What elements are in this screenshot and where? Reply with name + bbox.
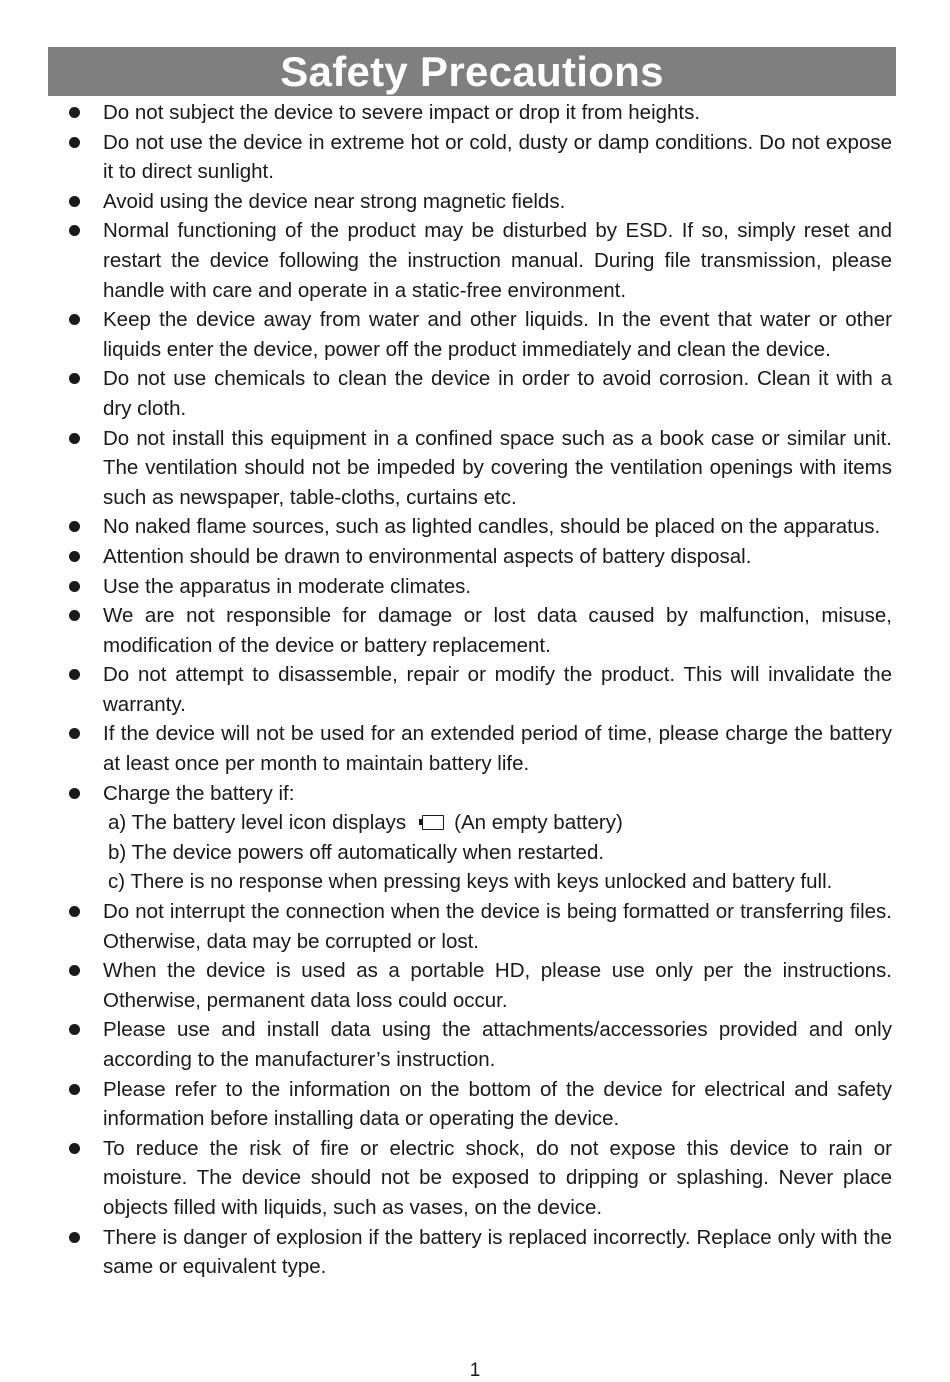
bullet-icon — [69, 906, 80, 917]
list-item — [0, 1223, 950, 1282]
list-item — [0, 572, 950, 602]
charge-condition-a — [108, 808, 950, 838]
list-item — [0, 305, 950, 364]
list-item — [0, 601, 950, 660]
bullet-icon — [69, 1143, 80, 1154]
empty-battery-icon — [422, 815, 444, 830]
bullet-icon — [69, 1084, 80, 1095]
list-item — [0, 1015, 950, 1074]
list-item — [0, 98, 950, 128]
item-text: Do not interrupt the connection when the device is being formatted or transferring files. Otherwise, data may be corrupted or lost. — [103, 900, 892, 953]
list-item — [0, 1134, 950, 1223]
list-item — [0, 128, 950, 187]
bullet-icon — [69, 373, 80, 384]
item-text: Do not use chemicals to clean the device in order to avoid corrosion. Clean it with a dry cloth. — [103, 367, 892, 420]
list-item — [0, 187, 950, 217]
list-item — [0, 660, 950, 719]
item-text: Do not use the device in extreme hot or cold, dusty or damp conditions. Do not expose it to direct sunlight. — [103, 130, 892, 184]
precautions-list — [0, 98, 950, 1282]
item-text: Do not install this equipment in a confined space such as a book case or similar unit. The ventilation should not be impeded by covering the ventilation openings with items such as newspaper, table-cloths, curtains etc. — [103, 426, 892, 509]
list-item — [0, 897, 950, 956]
bullet-icon — [69, 1024, 80, 1035]
list-item — [0, 956, 950, 1015]
page-title: Safety Precautions — [48, 47, 896, 96]
bullet-icon — [69, 788, 80, 799]
item-text: Please refer to the information on the bottom of the device for electrical and safety information before installing data or operating the device. — [103, 1077, 892, 1131]
item-text: Avoid using the device near strong magnetic fields. — [103, 189, 566, 213]
item-text: Charge the battery if: — [103, 781, 295, 805]
item-text: To reduce the risk of fire or electric shock, do not expose this device to rain or moisture. The device should not be exposed to dripping or splashing. Never place objects filled with liquids, such as vases, on the device. — [103, 1136, 892, 1219]
bullet-icon — [69, 314, 80, 325]
charge-condition-a-suffix: (An empty battery) — [454, 811, 623, 835]
bullet-icon — [69, 225, 80, 236]
item-text: Do not subject the device to severe impact or drop it from heights. — [103, 101, 701, 124]
item-text: Please use and install data using the attachments/accessories provided and only according to the manufacturer’s instruction. — [103, 1018, 892, 1071]
item-text: There is danger of explosion if the battery is replaced incorrectly. Replace only with the same or equivalent type. — [103, 1225, 892, 1279]
bullet-icon — [69, 107, 80, 118]
charge-condition-c: c) There is no response when pressing keys with keys unlocked and battery full. — [108, 870, 833, 894]
item-text: No naked flame sources, such as lighted candles, should be placed on the apparatus. — [103, 515, 881, 539]
bullet-icon — [69, 521, 80, 532]
bullet-icon — [69, 965, 80, 976]
bullet-icon — [69, 669, 80, 680]
list-item — [0, 512, 950, 542]
item-text: Attention should be drawn to environmental aspects of battery disposal. — [103, 544, 752, 568]
item-text: Do not attempt to disassemble, repair or modify the product. This will invalidate the warranty. — [103, 663, 892, 716]
bullet-icon — [69, 728, 80, 739]
list-item — [0, 216, 950, 305]
item-text: When the device is used as a portable HD, please use only per the instructions. Otherwise, permanent data loss could occur. — [103, 959, 892, 1012]
list-item — [0, 719, 950, 778]
bullet-icon — [69, 610, 80, 621]
list-item — [0, 1075, 950, 1134]
bullet-icon — [69, 433, 80, 444]
list-item — [0, 542, 950, 572]
list-item — [0, 424, 950, 513]
bullet-icon — [69, 137, 80, 148]
list-item — [0, 364, 950, 423]
item-text: Keep the device away from water and other liquids. In the event that water or other liquids enter the device, power off the product immediately and clean the device. — [103, 308, 892, 361]
list-item — [0, 779, 950, 897]
page-number: 1 — [469, 1360, 481, 1381]
item-text: Use the apparatus in moderate climates. — [103, 574, 472, 598]
bullet-icon — [69, 196, 80, 207]
bullet-icon — [69, 551, 80, 562]
item-text: Normal functioning of the product may be disturbed by ESD. If so, simply reset and restart the device following the instruction manual. During file transmission, please handle with care and operate in a static-free environment. — [103, 219, 892, 302]
bullet-icon — [69, 581, 80, 592]
charge-condition-b: b) The device powers off automatically when restarted. — [108, 840, 605, 864]
bullet-icon — [69, 1232, 80, 1243]
item-text: If the device will not be used for an extended period of time, please charge the battery at least once per month to maintain battery life. — [103, 722, 892, 776]
charge-condition-a-prefix: a) The battery level icon displays — [108, 811, 407, 835]
item-text: We are not responsible for damage or lost data caused by malfunction, misuse, modification of the device or battery replacement. — [103, 604, 892, 657]
